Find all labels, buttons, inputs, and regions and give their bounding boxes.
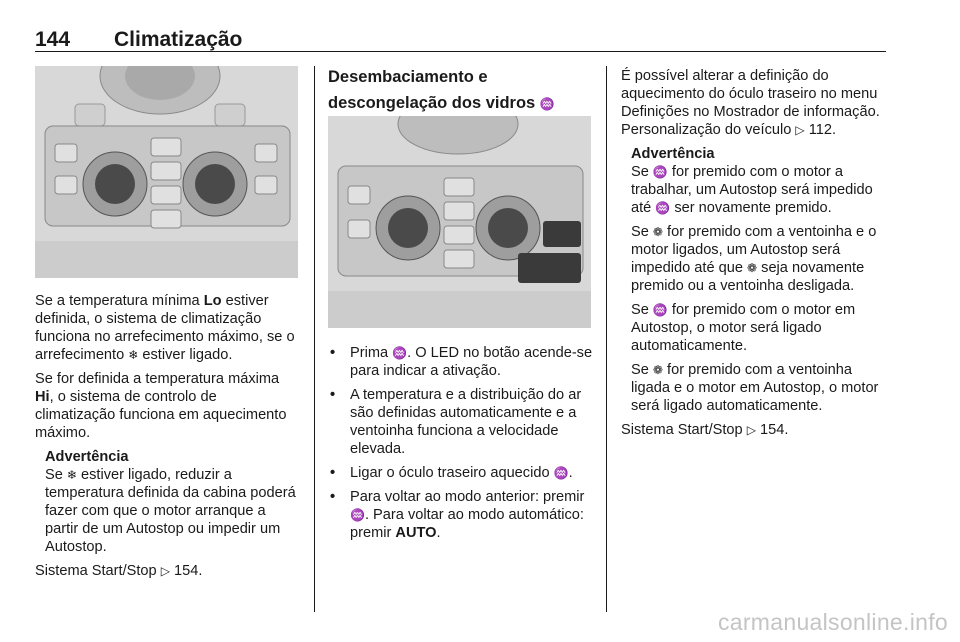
text: descongelação dos vidros	[328, 94, 536, 112]
column-divider-2	[606, 66, 607, 612]
bullet-dot: •	[330, 387, 336, 403]
section-title-line1: Desembaciamento e	[328, 68, 488, 86]
header-rule	[35, 51, 886, 52]
column-3-text	[621, 67, 888, 445]
snowflake-icon: ❄	[66, 468, 77, 482]
list-item	[328, 386, 596, 458]
text: estiver ligado.	[138, 347, 233, 363]
snowflake-icon: ❄	[128, 348, 139, 362]
text: Se	[631, 302, 653, 318]
arrow-icon: ▷	[160, 564, 170, 578]
fan-icon: ❁	[747, 261, 758, 275]
text: Sistema Start/Stop	[35, 563, 161, 579]
reference-start-stop	[621, 421, 888, 439]
watermark: carmanualsonline.info	[717, 609, 948, 635]
paragraph-rear-window	[621, 67, 888, 139]
defrost-icon: ♒	[350, 508, 365, 522]
arrow-icon: ▷	[795, 123, 805, 137]
warning-title: Advertência	[45, 449, 129, 465]
warning-text-3	[631, 301, 888, 355]
text: .	[436, 525, 441, 541]
text: . Para voltar ao modo automático: premir	[350, 507, 584, 541]
warning-title: Advertência	[631, 146, 715, 162]
climate-panel-photo	[35, 66, 298, 278]
text: Se	[45, 467, 67, 483]
text: Se	[631, 362, 653, 378]
bullet-dot: •	[330, 345, 336, 361]
fan-icon: ❁	[652, 363, 663, 377]
bullet-dot: •	[330, 465, 336, 481]
defrost-icon: ♒	[652, 165, 668, 179]
warning-text-4	[631, 361, 888, 415]
text: Se for definida a temperatura máxima	[35, 371, 280, 387]
bullet-dot: •	[330, 489, 336, 505]
fan-icon: ❁	[652, 225, 663, 239]
list-item	[328, 464, 596, 482]
defrost-icon: ♒	[539, 97, 555, 111]
text: for premido com a ventoinha e o motor ligados, um Autostop será impedido até que	[631, 224, 877, 276]
defrost-icon: ♒	[652, 303, 668, 317]
text: . O LED no botão acende-se para indicar a ativação.	[350, 345, 593, 379]
warning-block	[621, 145, 888, 415]
text: for premido com o motor em Autostop, o motor será ligado automaticamente.	[631, 302, 856, 354]
page-header	[35, 28, 885, 52]
paragraph-lo	[35, 292, 300, 364]
section-title-line2	[328, 93, 593, 114]
text: for premido com o motor a trabalhar, um Autostop será impedido até	[631, 164, 873, 216]
auto-label: AUTO	[395, 525, 437, 541]
defrost-icon: ♒	[392, 346, 408, 360]
column-1-text	[35, 292, 300, 586]
warning-text-1	[631, 163, 888, 217]
text: Sistema Start/Stop	[621, 422, 747, 438]
text: Ligar o óculo traseiro aquecido	[350, 465, 554, 481]
text: 154.	[169, 563, 203, 579]
text: É possível alterar a definição do aquecimento do óculo traseiro no menu Definições no Mostrador de informação. Personalização do veículo	[621, 68, 880, 138]
text: Se a temperatura mínima	[35, 293, 204, 309]
lo-label: Lo	[203, 293, 222, 309]
text: for premido com a ventoinha ligada e o motor em Autostop, o motor será ligado automaticamente.	[631, 362, 879, 414]
text: estiver definida, o sistema de climatização funciona no arrefecimento máximo, se o arrefecimento	[35, 293, 295, 363]
text: seja novamente premido ou a ventoinha desligada.	[631, 260, 865, 294]
text: 154.	[755, 422, 789, 438]
chapter-title: Climatização	[114, 28, 243, 51]
paragraph-hi	[35, 370, 300, 442]
section-title-block	[328, 67, 593, 120]
text: .	[568, 465, 573, 481]
defrost-panel-photo	[328, 116, 591, 328]
text: Se	[631, 164, 653, 180]
text: Para voltar ao modo anterior: premir	[350, 489, 585, 505]
rear-heat-icon: ♒	[553, 466, 569, 480]
text: Se	[631, 224, 653, 240]
column-divider-1	[314, 66, 315, 612]
text: estiver ligado, reduzir a temperatura definida da cabina poderá fazer com que o motor arranque a partir de um Autostop ou impedir um Autostop.	[45, 467, 296, 555]
reference-start-stop	[35, 562, 300, 580]
column-2-list	[328, 344, 596, 548]
text: , o sistema de controlo de climatização funciona em aquecimento máximo.	[35, 389, 287, 441]
warning-block	[35, 448, 300, 556]
list-item	[328, 488, 596, 542]
warning-text-2	[631, 223, 888, 295]
arrow-icon: ▷	[746, 423, 756, 437]
hi-label: Hi	[35, 389, 50, 405]
text: Prima	[350, 345, 393, 361]
list-item	[328, 344, 596, 380]
text: 112.	[804, 122, 837, 138]
defrost-icon: ♒	[655, 201, 671, 215]
text: ser novamente premido.	[670, 200, 832, 216]
warning-text	[45, 466, 300, 556]
page-number: 144	[35, 28, 71, 51]
text: A temperatura e a distribuição do ar são definidas automaticamente e a ventoinha funciona a velocidade elevada.	[350, 387, 582, 457]
